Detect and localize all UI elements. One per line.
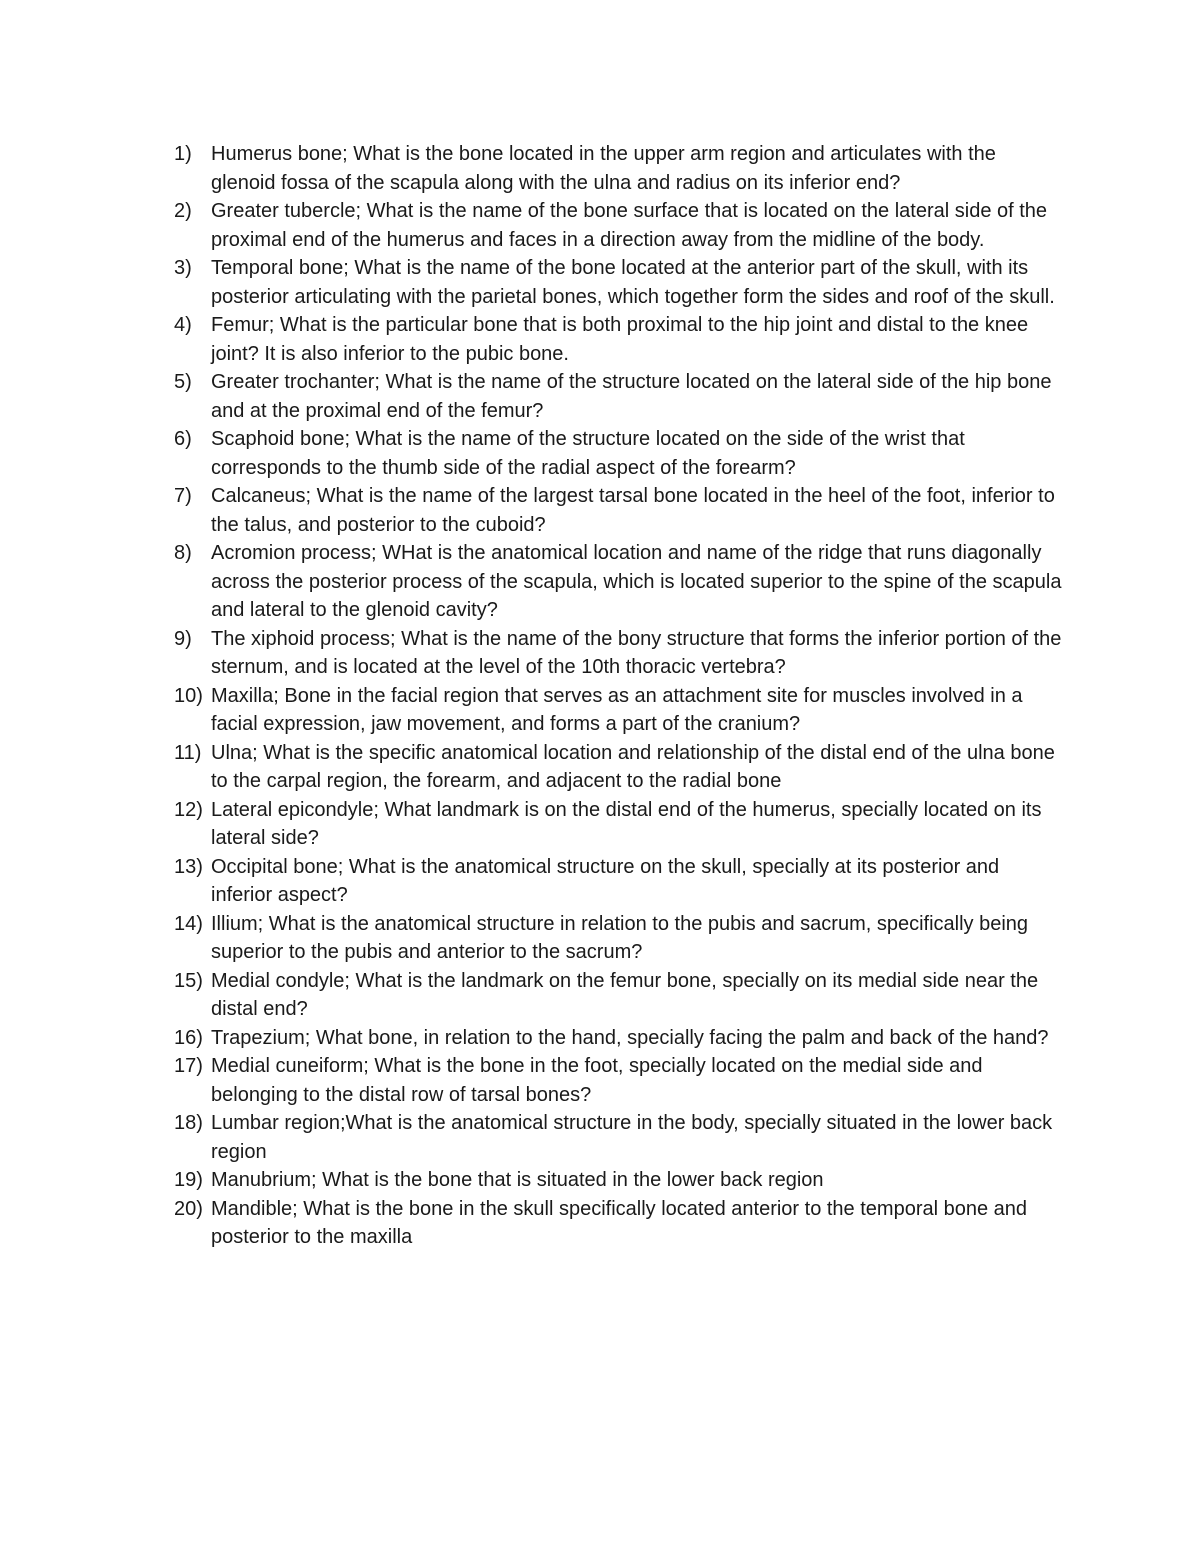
list-item: [174, 1109, 1064, 1166]
item-text: The xiphoid process; What is the name of the bony structure that forms the inferior portion of the sternum, and is located at the level of the 10th thoracic vertebra?: [211, 627, 1062, 678]
item-text: Occipital bone; What is the anatomical structure on the skull, specially at its posterior and inferior aspect?: [211, 855, 1000, 906]
list-item: [174, 910, 1064, 967]
item-text: Illium; What is the anatomical structure in relation to the pubis and sacrum, specifically being superior to the pubis and anterior to the sacrum?: [211, 912, 1029, 963]
list-item: [174, 796, 1064, 853]
list-item: [174, 853, 1064, 910]
item-text: Lateral epicondyle; What landmark is on the distal end of the humerus, specially located on its lateral side?: [211, 798, 1042, 849]
item-text: Medial condyle; What is the landmark on the femur bone, specially on its medial side near the distal end?: [211, 969, 1039, 1020]
list-item: [174, 539, 1064, 625]
item-number: 18): [174, 1112, 203, 1134]
item-number: 11): [174, 741, 202, 764]
item-text: Manubrium; What is the bone that is situated in the lower back region: [211, 1169, 824, 1191]
item-number: 4): [174, 314, 192, 336]
item-number: 10): [174, 684, 203, 707]
item-number: 1): [174, 143, 192, 165]
list-item: [174, 739, 1064, 796]
item-text: Maxilla; Bone in the facial region that serves as an attachment site for muscles involved in a facial expression, jaw movement, and forms a part of the cranium?: [211, 684, 1023, 735]
item-number: 17): [174, 1055, 203, 1077]
list-item: [174, 425, 1064, 482]
list-item: [174, 1052, 1064, 1109]
item-number: 13): [174, 855, 203, 878]
list-item: [174, 682, 1064, 739]
list-item: [174, 1195, 1064, 1252]
item-number: 16): [174, 1026, 203, 1049]
list-item: [174, 482, 1064, 539]
item-number: 19): [174, 1169, 203, 1191]
list-item: [174, 197, 1064, 254]
item-text: Scaphoid bone; What is the name of the structure located on the side of the wrist that corresponds to the thumb side of the radial aspect of the forearm?: [211, 428, 965, 479]
item-text: Trapezium; What bone, in relation to the hand, specially facing the palm and back of the hand?: [211, 1026, 1049, 1049]
list-item: [174, 140, 1064, 197]
item-number: 8): [174, 542, 192, 564]
item-text: Femur; What is the particular bone that is both proximal to the hip joint and distal to the knee joint? It is also inferior to the pubic bone.: [211, 314, 1029, 365]
list-item: [174, 625, 1064, 682]
list-item: [174, 1024, 1064, 1053]
item-number: 2): [174, 200, 192, 222]
list-item: [174, 254, 1064, 311]
list-item: [174, 1166, 1064, 1195]
item-text: Mandible; What is the bone in the skull specifically located anterior to the temporal bone and posterior to the maxilla: [211, 1197, 1028, 1248]
list-item: [174, 311, 1064, 368]
item-text: Greater trochanter; What is the name of the structure located on the lateral side of the hip bone and at the proximal end of the femur?: [211, 371, 1052, 422]
item-number: 15): [174, 969, 203, 992]
item-text: Greater tubercle; What is the name of the bone surface that is located on the lateral side of the proximal end of the humerus and faces in a direction away from the midline of the body.: [211, 200, 1048, 251]
item-number: 20): [174, 1197, 203, 1220]
list-item: [174, 967, 1064, 1024]
item-text: Lumbar region;What is the anatomical structure in the body, specially situated in the lower back region: [211, 1112, 1053, 1163]
item-text: Temporal bone; What is the name of the bone located at the anterior part of the skull, with its posterior articulating with the parietal bones, which together form the sides and roof of the skull.: [211, 257, 1055, 308]
item-number: 9): [174, 627, 192, 650]
item-text: Acromion process; WHat is the anatomical location and name of the ridge that runs diagonally across the posterior process of the scapula, which is located superior to the spine of the scapula and lateral to the glenoid cavity?: [211, 542, 1062, 621]
list-item: [174, 368, 1064, 425]
item-number: 7): [174, 485, 192, 507]
item-text: Calcaneus; What is the name of the largest tarsal bone located in the heel of the foot, inferior to the talus, and posterior to the cuboid?: [211, 485, 1055, 536]
question-list: [174, 140, 1064, 1252]
item-text: Ulna; What is the specific anatomical location and relationship of the distal end of the ulna bone to the carpal region, the forearm, and adjacent to the radial bone: [211, 741, 1055, 792]
item-number: 5): [174, 371, 192, 393]
item-text: Medial cuneiform; What is the bone in the foot, specially located on the medial side and belonging to the distal row of tarsal bones?: [211, 1055, 983, 1106]
item-number: 3): [174, 257, 192, 279]
item-number: 12): [174, 798, 203, 821]
item-number: 14): [174, 912, 203, 935]
item-text: Humerus bone; What is the bone located in the upper arm region and articulates with the glenoid fossa of the scapula along with the ulna and radius on its inferior end?: [211, 143, 996, 194]
item-number: 6): [174, 428, 192, 450]
